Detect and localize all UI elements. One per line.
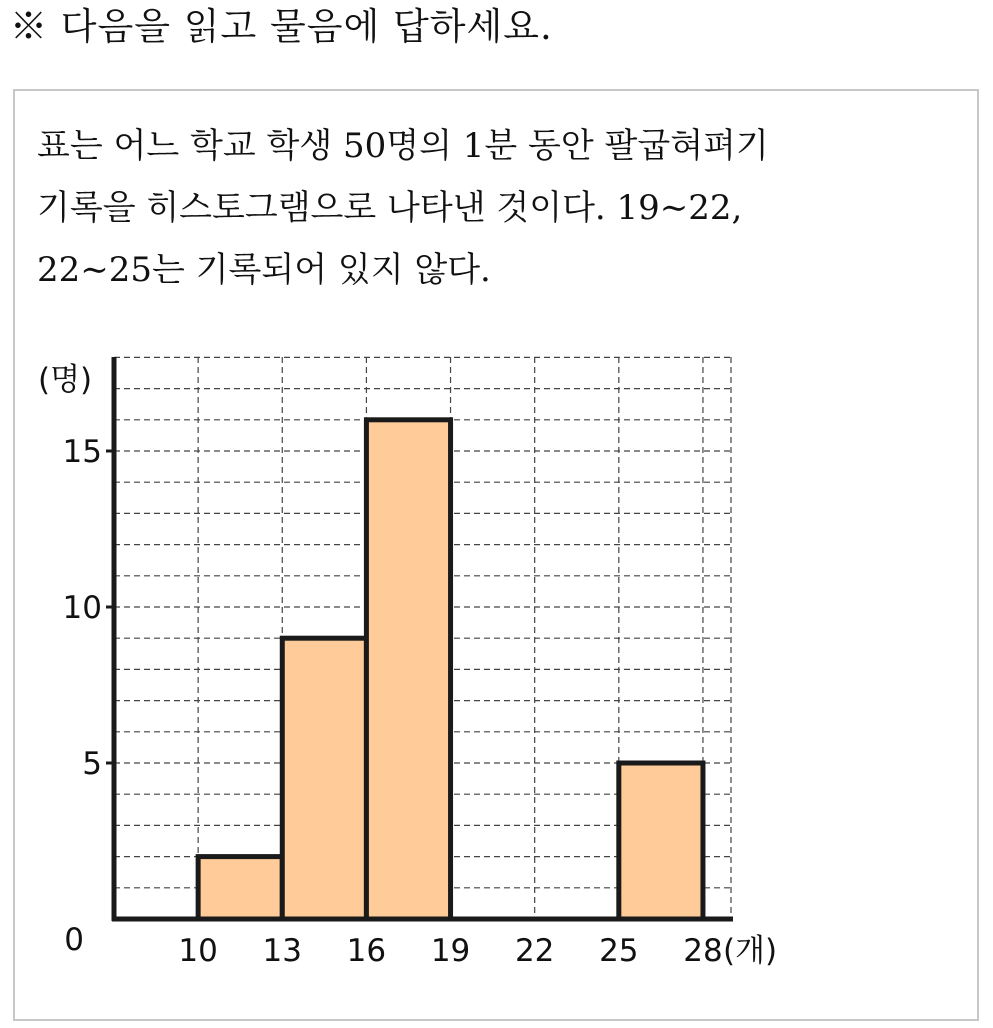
x-tick-label: 22 xyxy=(514,933,555,969)
description-line: 22∼25는 기록되어 있지 않다. xyxy=(37,250,491,290)
y-tick-label: 0 xyxy=(64,922,84,958)
x-tick-label: 13 xyxy=(262,933,302,969)
x-tick-label: 19 xyxy=(430,933,471,969)
x-tick-label: 25 xyxy=(599,933,639,969)
x-tick-label: 28 xyxy=(683,933,723,969)
histogram-bar xyxy=(198,857,282,919)
y-axis-label: (명) xyxy=(38,362,93,398)
y-tick-label: 5 xyxy=(82,746,102,782)
description-line: 기록을 히스토그램으로 나타낸 것이다. 19∼22, xyxy=(37,188,743,228)
description-line: 표는 어느 학교 학생 50명의 1분 동안 팔굽혀펴기 xyxy=(37,126,769,166)
x-tick-label: 16 xyxy=(346,933,387,969)
histogram-bar xyxy=(366,420,450,919)
x-tick-label: 10 xyxy=(178,933,218,969)
y-tick-label: 15 xyxy=(62,434,102,470)
histogram-bar xyxy=(619,763,703,919)
instruction-text: ※ 다음을 읽고 물음에 답하세요. xyxy=(10,5,553,48)
histogram-bar xyxy=(282,638,366,919)
x-axis-label: (개) xyxy=(722,933,778,969)
y-tick-label: 10 xyxy=(62,590,102,626)
